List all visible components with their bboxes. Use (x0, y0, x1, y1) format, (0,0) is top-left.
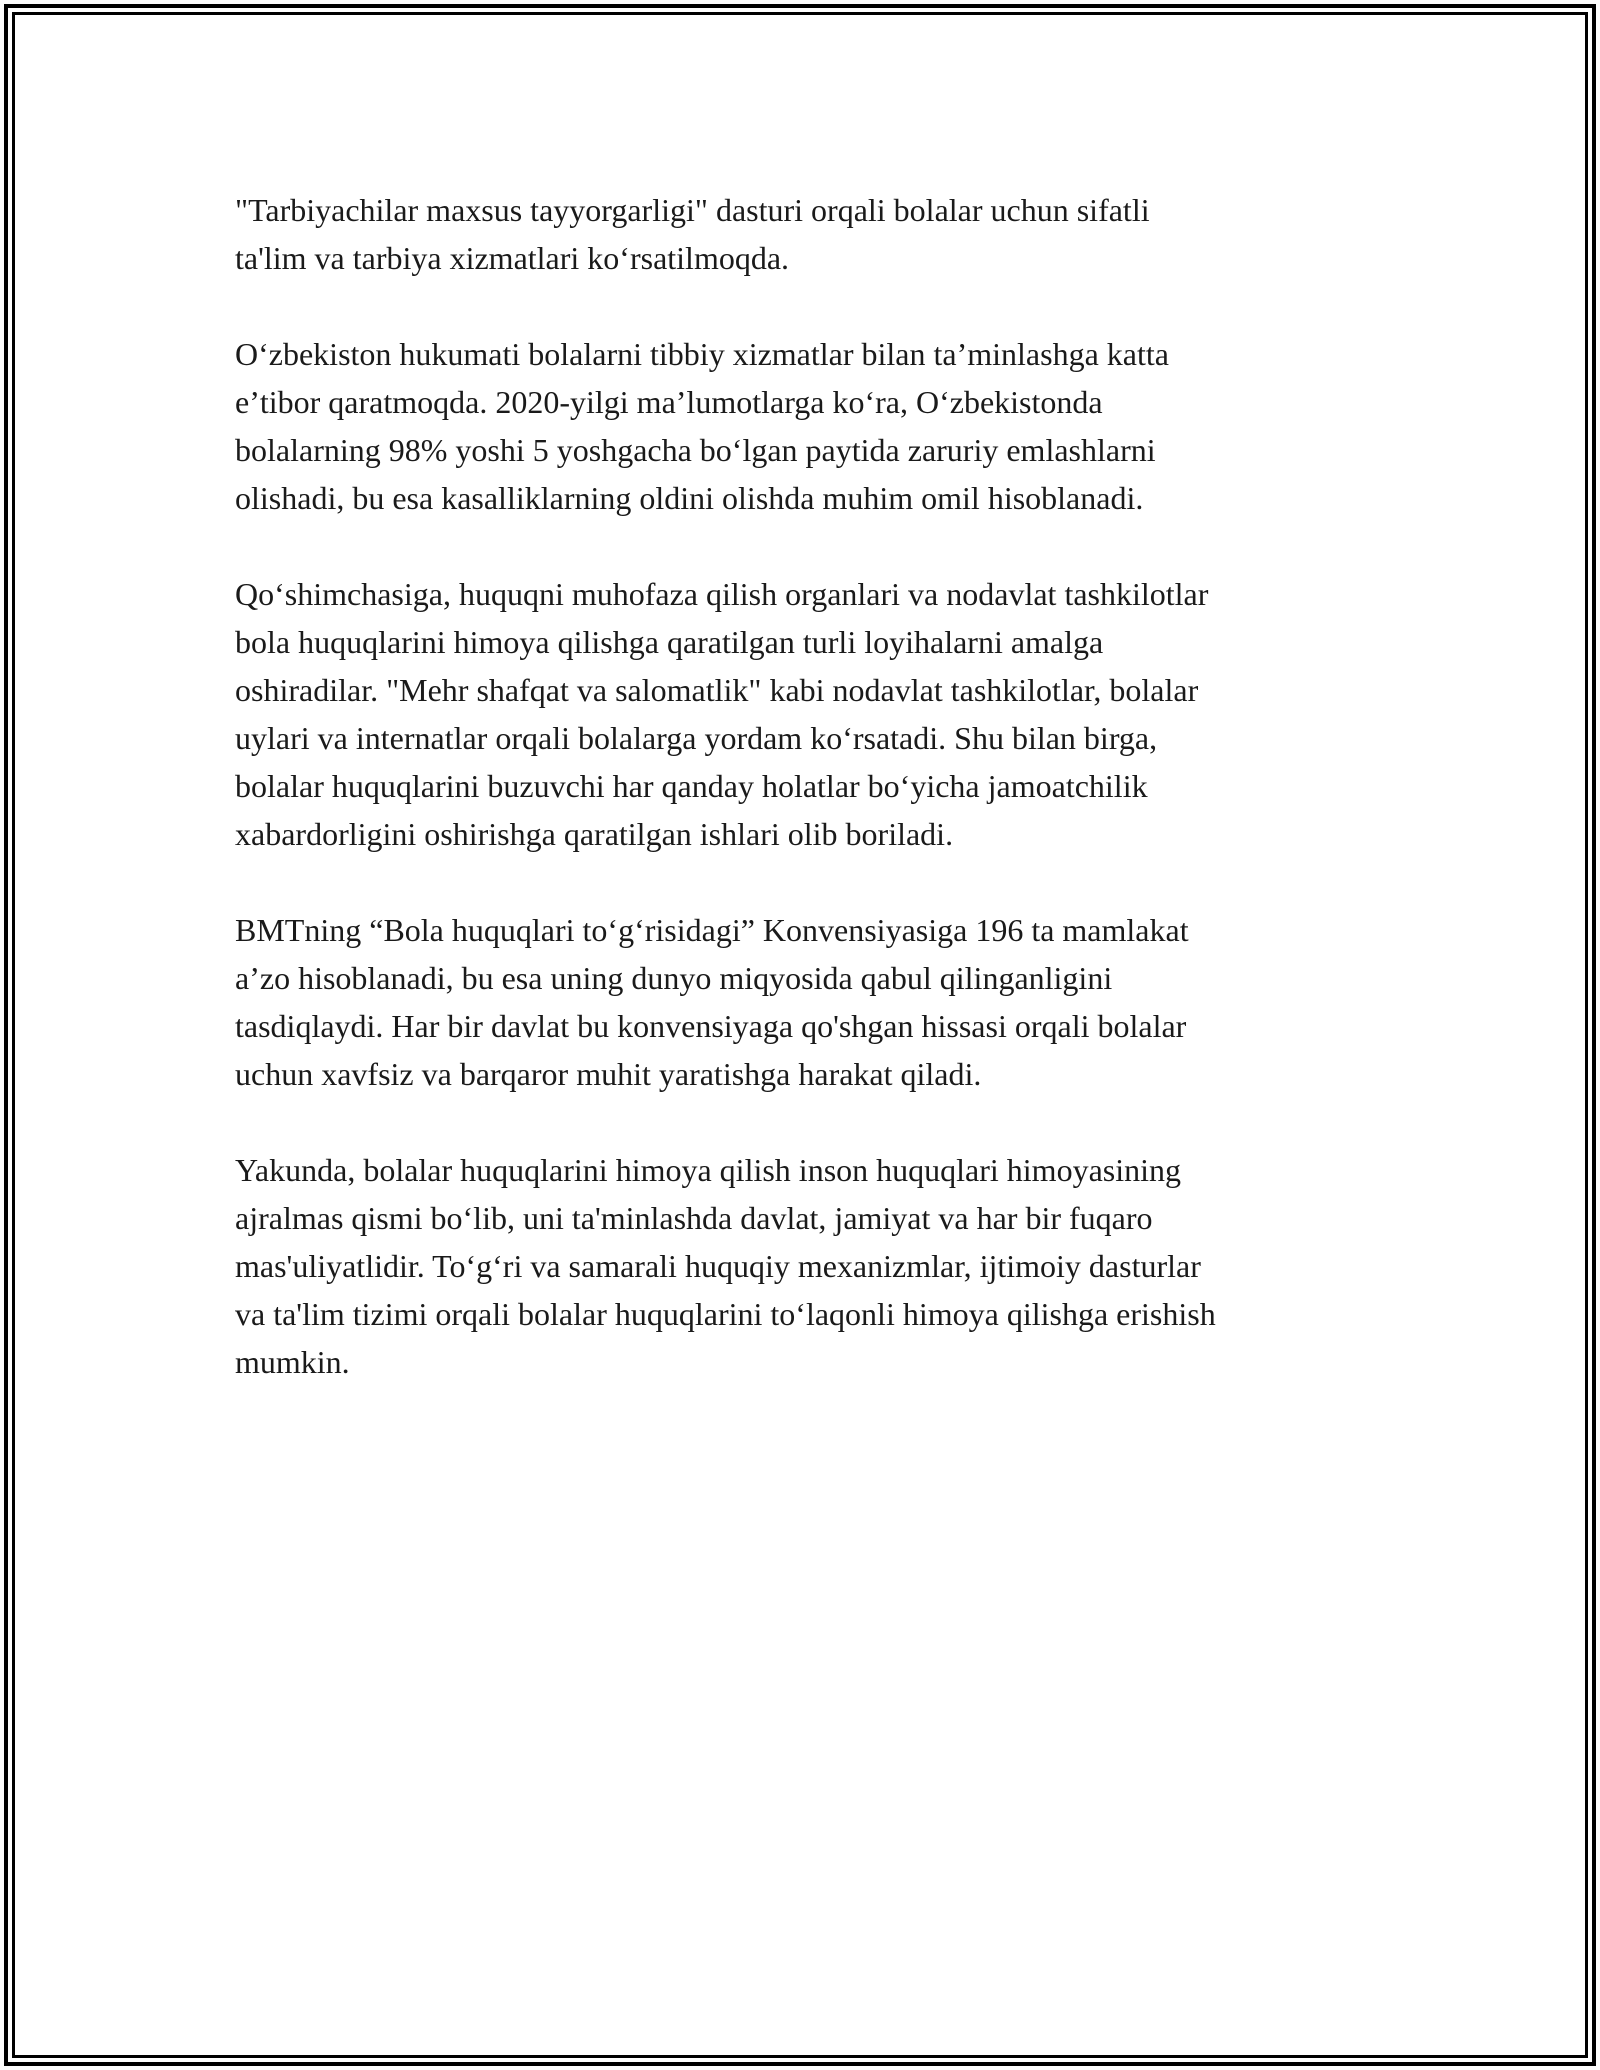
paragraph-education: "Tarbiyachilar maxsus tayyorgarligi" dasturi orqali bolalar uchun sifatli ta'lim va tarbiya xizmatlari koʻrsatilmoqda. (235, 192, 1150, 276)
paragraph-un-convention: BMTning “Bola huquqlari toʻgʻrisidagi” Konvensiyasiga 196 ta mamlakat aʼzo hisoblanadi, bu esa uning dunyo miqyosida qabul qilinganligini tasdiqlaydi. Har bir davlat bu konvensiyaga qo'shgan hissasi orqali bolalar uchun xavfsiz va barqaror muhit yaratishga harakat qiladi. (235, 912, 1189, 1092)
paragraph-healthcare: Oʻzbekiston hukumati bolalarni tibbiy xizmatlar bilan taʼminlashga katta eʼtibor qaratmoqda. 2020-yilgi maʼlumotlarga koʻra, Oʻzbekistonda bolalarning 98% yoshi 5 yoshgacha boʻlgan paytida zaruriy emlashlarni olishadi, bu esa kasalliklarning oldini olishda muhim omil hisoblanadi. (235, 336, 1169, 516)
paragraph-conclusion: Yakunda, bolalar huquqlarini himoya qilish inson huquqlari himoyasining ajralmas qismi boʻlib, uni ta'minlashda davlat, jamiyat va har bir fuqaro mas'uliyatlidir. Toʻgʻri va samarali huquqiy mexanizmlar, ijtimoiy dasturlar va ta'lim tizimi orqali bolalar huquqlarini toʻlaqonli himoya qilishga erishish mumkin. (235, 1152, 1216, 1380)
paragraph-ngo-support: Qoʻshimchasiga, huquqni muhofaza qilish organlari va nodavlat tashkilotlar bola huquqlarini himoya qilishga qaratilgan turli loyihalarni amalga oshiradilar. "Mehr shafqat va salomatlik" kabi nodavlat tashkilotlar, bolalar uylari va internatlar orqali bolalarga yordam koʻrsatadi. Shu bilan birga, bolalar huquqlarini buzuvchi har qanday holatlar boʻyicha jamoatchilik xabardorligini oshirishga qaratilgan ishlari olib boriladi. (235, 576, 1209, 852)
document-body (235, 186, 1365, 1434)
